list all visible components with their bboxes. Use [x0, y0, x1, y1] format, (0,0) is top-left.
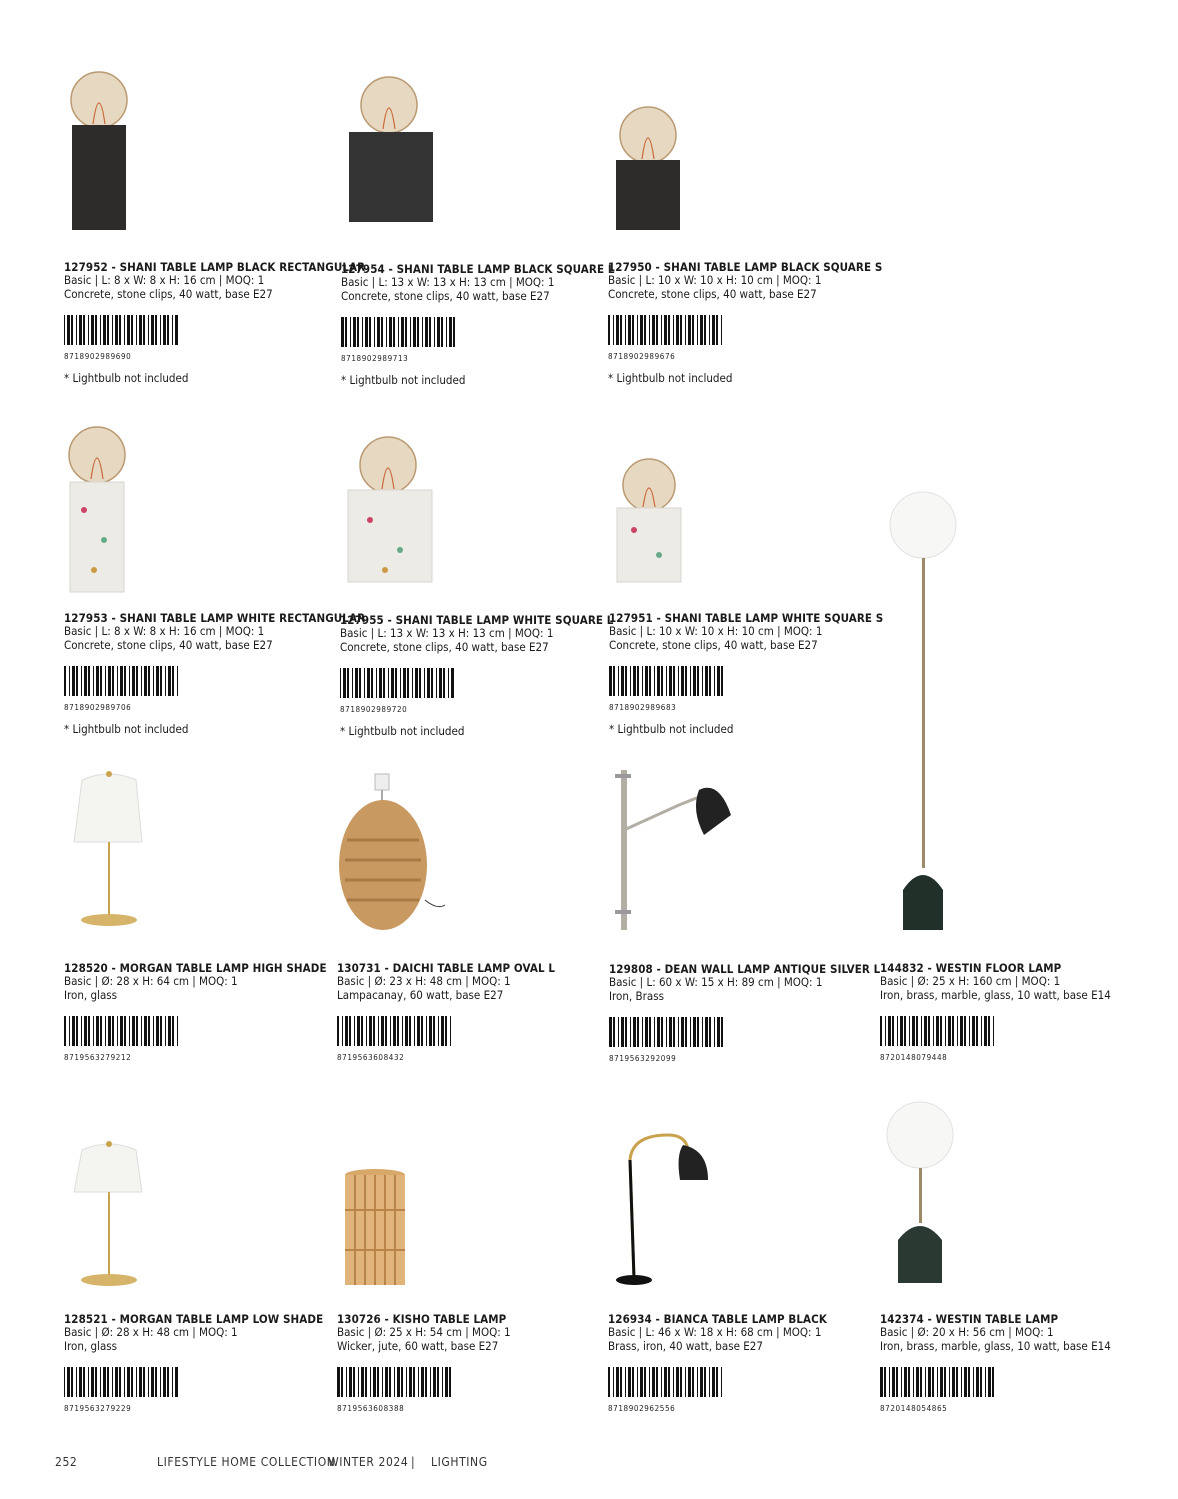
lightbulb-note: * Lightbulb not included — [64, 371, 189, 385]
barcode — [341, 317, 457, 347]
barcode — [337, 1367, 453, 1397]
product-material: Concrete, stone clips, 40 watt, base E27 — [341, 289, 550, 303]
product-material: Concrete, stone clips, 40 watt, base E27 — [64, 638, 273, 652]
product-spec: Basic | L: 10 x W: 10 x H: 10 cm | MOQ: 1 — [609, 624, 823, 638]
product-material: Concrete, stone clips, 40 watt, base E27 — [340, 640, 549, 654]
product-spec: Basic | Ø: 23 x H: 48 cm | MOQ: 1 — [337, 974, 511, 988]
lightbulb-note: * Lightbulb not included — [608, 371, 733, 385]
product-spec: Basic | L: 8 x W: 8 x H: 16 cm | MOQ: 1 — [64, 273, 265, 287]
product-spec: Basic | Ø: 28 x H: 48 cm | MOQ: 1 — [64, 1325, 238, 1339]
lightbulb-note: * Lightbulb not included — [64, 722, 189, 736]
barcode-number: 8719563279229 — [64, 1404, 132, 1413]
page-number: 252 — [55, 1455, 78, 1469]
product-photo — [608, 60, 688, 244]
product-title: 127951 - SHANI TABLE LAMP WHITE SQUARE S — [609, 611, 884, 625]
barcode-number: 8718902989690 — [64, 352, 132, 361]
product-photo — [608, 1110, 728, 1294]
product-material: Iron, glass — [64, 1339, 118, 1353]
barcode-number: 8718902989720 — [340, 705, 408, 714]
barcode-number: 8719563279212 — [64, 1053, 132, 1062]
product-title: 130731 - DAICHI TABLE LAMP OVAL L — [337, 961, 556, 975]
product-title: 127950 - SHANI TABLE LAMP BLACK SQUARE S — [608, 260, 883, 274]
product-title: 127954 - SHANI TABLE LAMP BLACK SQUARE L — [341, 262, 615, 276]
product-title: 128521 - MORGAN TABLE LAMP LOW SHADE — [64, 1312, 324, 1326]
product-title: 127952 - SHANI TABLE LAMP BLACK RECTANGULAR — [64, 260, 366, 274]
product-title: 144832 - WESTIN FLOOR LAMP — [880, 961, 1062, 975]
barcode-number: 8718902989683 — [609, 703, 677, 712]
barcode — [337, 1016, 453, 1046]
product-photo — [64, 760, 154, 944]
product-spec: Basic | Ø: 25 x H: 54 cm | MOQ: 1 — [337, 1325, 511, 1339]
barcode — [64, 315, 180, 345]
product-spec: Basic | L: 60 x W: 15 x H: 89 cm | MOQ: 1 — [609, 975, 823, 989]
lightbulb-note: * Lightbulb not included — [609, 722, 734, 736]
lightbulb-note: * Lightbulb not included — [341, 373, 466, 387]
product-photo — [609, 760, 749, 944]
product-title: 127953 - SHANI TABLE LAMP WHITE RECTANGULAR — [64, 611, 366, 625]
product-spec: Basic | L: 13 x W: 13 x H: 13 cm | MOQ: 1 — [340, 626, 554, 640]
product-material: Iron, Brass — [609, 989, 664, 1003]
product-material: Concrete, stone clips, 40 watt, base E27 — [609, 638, 818, 652]
product-material: Iron, brass, marble, glass, 10 watt, base E14 — [880, 988, 1111, 1002]
barcode — [609, 666, 725, 696]
product-photo — [337, 760, 447, 944]
barcode — [64, 666, 180, 696]
product-material: Iron, glass — [64, 988, 118, 1002]
product-spec: Basic | L: 10 x W: 10 x H: 10 cm | MOQ: 1 — [608, 273, 822, 287]
barcode-number: 8719563608432 — [337, 1053, 405, 1062]
footer-separator: | — [411, 1455, 416, 1469]
product-title: 127955 - SHANI TABLE LAMP WHITE SQUARE L — [340, 613, 614, 627]
barcode — [609, 1017, 725, 1047]
product-photo — [64, 410, 134, 604]
product-material: Concrete, stone clips, 40 watt, base E27 — [64, 287, 273, 301]
product-material: Brass, iron, 40 watt, base E27 — [608, 1339, 763, 1353]
product-material: Concrete, stone clips, 40 watt, base E27 — [608, 287, 817, 301]
product-spec: Basic | L: 13 x W: 13 x H: 13 cm | MOQ: 1 — [341, 275, 555, 289]
product-spec: Basic | Ø: 25 x H: 160 cm | MOQ: 1 — [880, 974, 1061, 988]
product-photo — [64, 60, 134, 254]
footer-season: WINTER 2024 — [328, 1455, 409, 1469]
product-photo — [880, 1090, 970, 1294]
barcode-number: 8720148054865 — [880, 1404, 948, 1413]
product-photo — [341, 60, 441, 244]
product-photo — [340, 410, 440, 594]
product-spec: Basic | Ø: 20 x H: 56 cm | MOQ: 1 — [880, 1325, 1054, 1339]
barcode — [608, 315, 724, 345]
barcode-number: 8718902989713 — [341, 354, 409, 363]
barcode-number: 8718902962556 — [608, 1404, 676, 1413]
barcode — [64, 1016, 180, 1046]
footer-collection: LIFESTYLE HOME COLLECTION — [157, 1455, 336, 1469]
product-photo — [337, 1110, 417, 1294]
product-photo — [609, 410, 689, 594]
barcode-number: 8718902989676 — [608, 352, 676, 361]
barcode-number: 8720148079448 — [880, 1053, 948, 1062]
product-title: 142374 - WESTIN TABLE LAMP — [880, 1312, 1059, 1326]
product-title: 130726 - KISHO TABLE LAMP — [337, 1312, 507, 1326]
barcode-number: 8719563292099 — [609, 1054, 677, 1063]
barcode — [880, 1367, 996, 1397]
barcode-number: 8718902989706 — [64, 703, 132, 712]
product-material: Iron, brass, marble, glass, 10 watt, base E14 — [880, 1339, 1111, 1353]
product-title: 129808 - DEAN WALL LAMP ANTIQUE SILVER L — [609, 962, 881, 976]
product-spec: Basic | L: 8 x W: 8 x H: 16 cm | MOQ: 1 — [64, 624, 265, 638]
product-title: 126934 - BIANCA TABLE LAMP BLACK — [608, 1312, 827, 1326]
footer-section: LIGHTING — [431, 1455, 488, 1469]
product-photo — [64, 1110, 154, 1294]
product-material: Wicker, jute, 60 watt, base E27 — [337, 1339, 499, 1353]
lightbulb-note: * Lightbulb not included — [340, 724, 465, 738]
product-material: Lampacanay, 60 watt, base E27 — [337, 988, 504, 1002]
product-spec: Basic | L: 46 x W: 18 x H: 68 cm | MOQ: 1 — [608, 1325, 822, 1339]
barcode — [880, 1016, 996, 1046]
product-spec: Basic | Ø: 28 x H: 64 cm | MOQ: 1 — [64, 974, 238, 988]
barcode — [64, 1367, 180, 1397]
product-title: 128520 - MORGAN TABLE LAMP HIGH SHADE — [64, 961, 327, 975]
barcode — [608, 1367, 724, 1397]
product-photo — [880, 490, 970, 944]
barcode — [340, 668, 456, 698]
barcode-number: 8719563608388 — [337, 1404, 405, 1413]
